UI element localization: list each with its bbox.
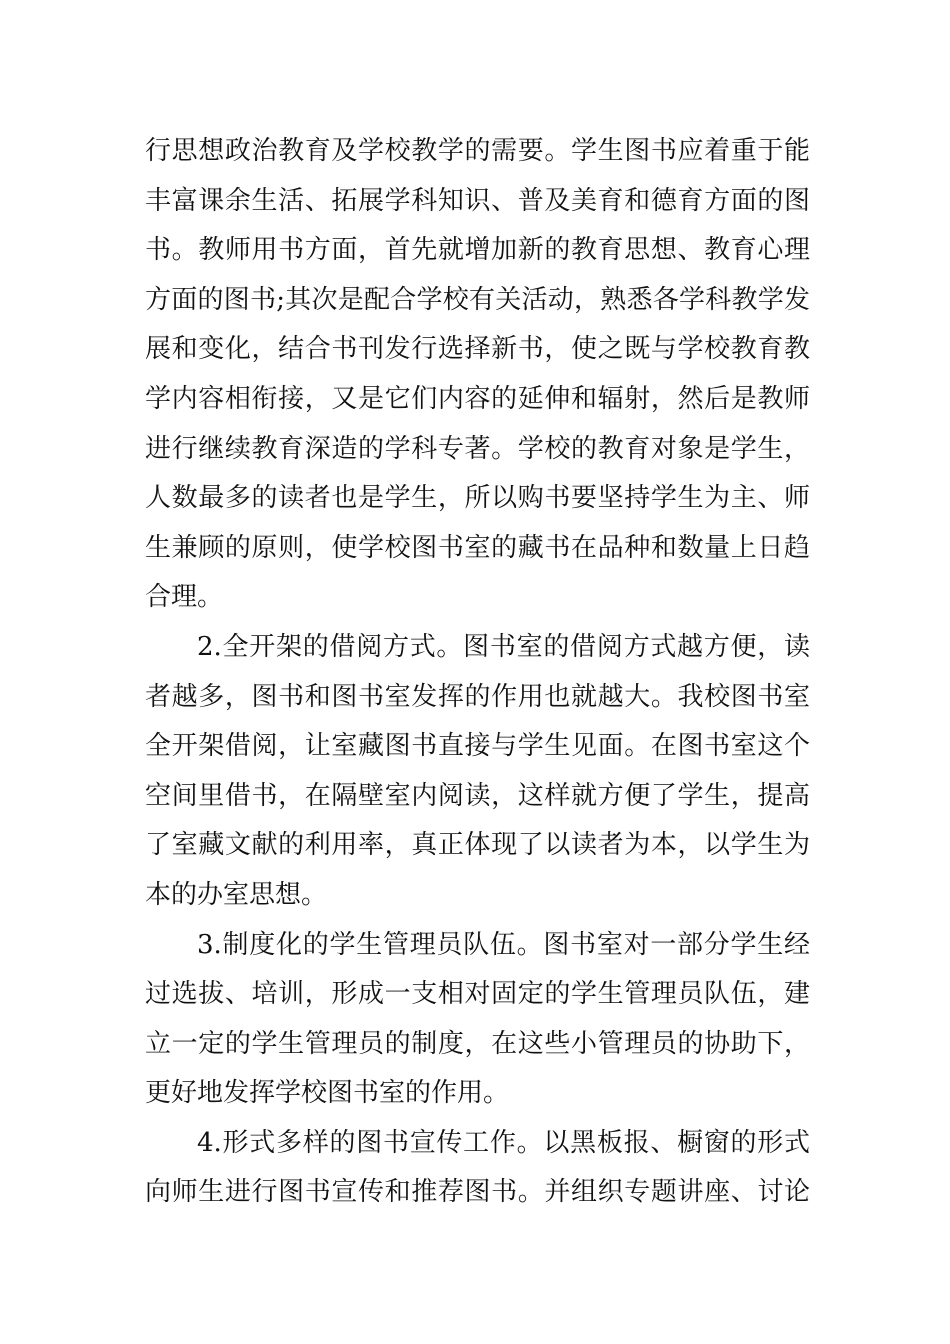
text-line: 进行继续教育深造的学科专著。学校的教育对象是学生， bbox=[145, 433, 810, 464]
text-line: 者越多，图书和图书室发挥的作用也就越大。我校图书室 bbox=[145, 681, 810, 712]
text-line: 全开架借阅，让室藏图书直接与学生见面。在图书室这个 bbox=[145, 731, 810, 762]
text-line: 书。教师用书方面，首先就增加新的教育思想、教育心理 bbox=[145, 235, 810, 266]
text-line: 合理。 bbox=[145, 582, 224, 613]
text-line: 了室藏文献的利用率，真正体现了以读者为本，以学生为 bbox=[145, 830, 810, 861]
paragraph-3 bbox=[145, 921, 810, 1119]
text-line: 生兼顾的原则，使学校图书室的藏书在品种和数量上日趋 bbox=[145, 532, 810, 563]
paragraph-2 bbox=[145, 623, 810, 921]
body-text bbox=[145, 127, 810, 1218]
text-line: 空间里借书，在隔壁室内阅读，这样就方便了学生，提高 bbox=[145, 780, 810, 811]
text-line: 展和变化，结合书刊发行选择新书，使之既与学校教育教 bbox=[145, 334, 810, 365]
text-line: 方面的图书;其次是配合学校有关活动，熟悉各学科教学发 bbox=[145, 284, 810, 315]
text-line: 丰富课余生活、拓展学科知识、普及美育和德育方面的图 bbox=[145, 185, 810, 216]
text-line: 更好地发挥学校图书室的作用。 bbox=[145, 1078, 510, 1109]
text-line: 学内容相衔接，又是它们内容的延伸和辐射，然后是教师 bbox=[145, 383, 810, 414]
text-line: 人数最多的读者也是学生，所以购书要坚持学生为主、师 bbox=[145, 483, 810, 514]
paragraph-4 bbox=[145, 1119, 810, 1218]
text-line: 本的办室思想。 bbox=[145, 879, 328, 910]
text-line: 立一定的学生管理员的制度，在这些小管理员的协助下， bbox=[145, 1028, 810, 1059]
text-line: 3.制度化的学生管理员队伍。图书室对一部分学生经 bbox=[197, 929, 810, 960]
text-line: 4.形式多样的图书宣传工作。以黑板报、橱窗的形式 bbox=[197, 1127, 810, 1158]
paragraph-1 bbox=[145, 127, 810, 623]
text-line: 2.全开架的借阅方式。图书室的借阅方式越方便，读 bbox=[197, 631, 810, 662]
text-line: 行思想政治教育及学校教学的需要。学生图书应着重于能 bbox=[145, 136, 810, 166]
text-line: 向师生进行图书宣传和推荐图书。并组织专题讲座、讨论 bbox=[145, 1177, 810, 1208]
text-line: 过选拔、培训，形成一支相对固定的学生管理员队伍，建 bbox=[145, 979, 810, 1010]
